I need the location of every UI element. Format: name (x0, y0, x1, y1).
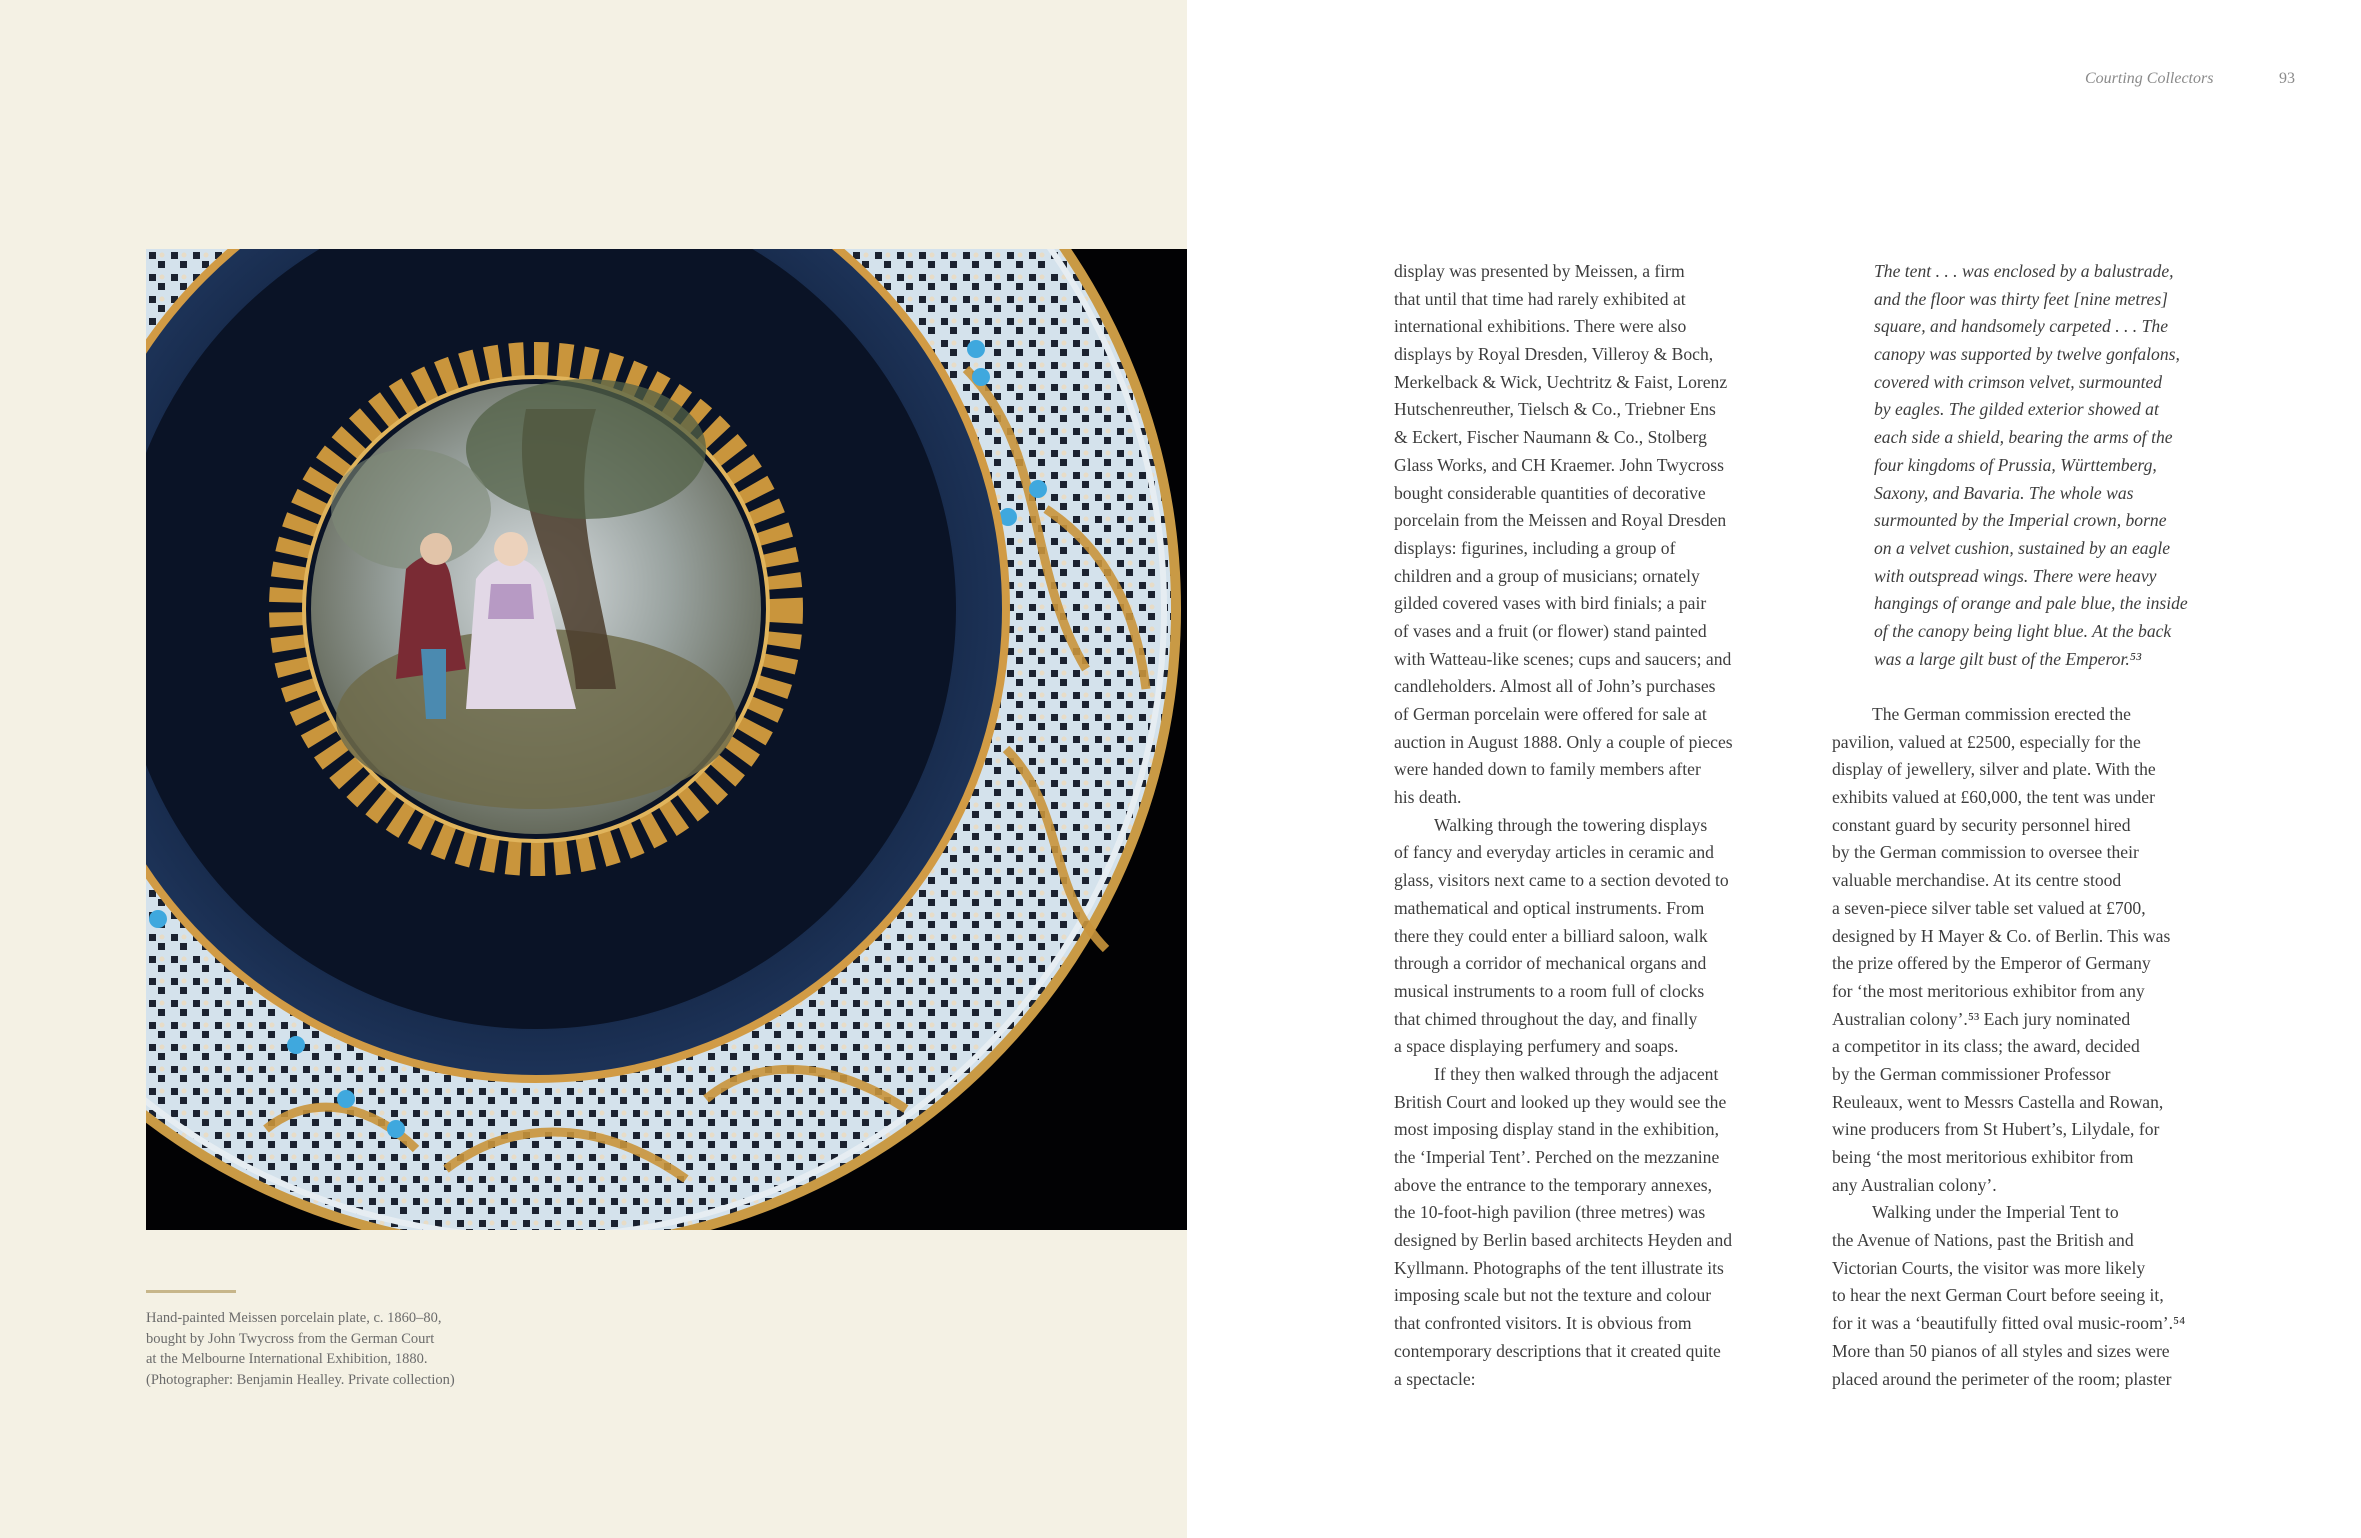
text-line: Kyllmann. Photographs of the tent illustrate its (1394, 1257, 1724, 1278)
quote-line: with outspread wings. There were heavy (1874, 565, 2157, 586)
quote-line: on a velvet cushion, sustained by an eagle (1874, 537, 2171, 558)
text-line: pavilion, valued at £2500, especially for the (1832, 731, 2141, 752)
text-line: international exhibitions. There were also (1394, 316, 1687, 337)
quote-line: and the floor was thirty feet [nine metres] (1874, 288, 2169, 309)
text-line: gilded covered vases with bird finials; a pair (1394, 593, 1707, 614)
quote-line: canopy was supported by twelve gonfalons, (1874, 344, 2180, 365)
text-line: constant guard by security personnel hired (1832, 814, 2131, 835)
text-line: any Australian colony’. (1832, 1174, 1997, 1195)
quote-line: four kingdoms of Prussia, Württemberg, (1874, 454, 2157, 475)
text-line: for it was a ‘beautifully fitted oval music-room’.⁵⁴ (1832, 1313, 2186, 1334)
caption-line: (Photographer: Benjamin Healley. Private collection) (146, 1371, 455, 1388)
text-line: mathematical and optical instruments. From (1394, 897, 1705, 918)
text-line: the Avenue of Nations, past the British and (1832, 1230, 2134, 1251)
text-line: the 10-foot-high pavilion (three metres) was (1394, 1202, 1706, 1223)
text-line: to hear the next German Court before seeing it, (1832, 1285, 2164, 1306)
text-line: a seven-piece silver table set valued at £700, (1832, 897, 2146, 918)
text-line: candleholders. Almost all of John’s purchases (1394, 676, 1716, 697)
text-line: British Court and looked up they would see the (1394, 1091, 1727, 1112)
text-line: porcelain from the Meissen and Royal Dresden (1394, 510, 1727, 531)
quote-line: Saxony, and Bavaria. The whole was (1874, 482, 2134, 503)
text-line: a competitor in its class; the award, decided (1832, 1036, 2140, 1057)
quote-line: surmounted by the Imperial crown, borne (1874, 510, 2167, 531)
text-line: glass, visitors next came to a section devoted to (1394, 870, 1729, 891)
text-line: with Watteau-like scenes; cups and saucers; and (1394, 648, 1732, 669)
text-line: were handed down to family members after (1394, 759, 1701, 780)
text-line: above the entrance to the temporary annexes, (1394, 1174, 1713, 1195)
caption-line: bought by John Twycross from the German Court (146, 1330, 435, 1347)
block-quote (1832, 258, 2232, 673)
text-line: the prize offered by the Emperor of Germany (1832, 953, 2151, 974)
text-line: designed by Berlin based architects Heyden and (1394, 1230, 1733, 1251)
text-line: placed around the perimeter of the room; plaster (1832, 1368, 2172, 1389)
photo-caption (146, 1308, 566, 1390)
quote-line: The tent . . . was enclosed by a balustrade, (1874, 261, 2174, 281)
text-line: a spectacle: (1394, 1368, 1476, 1389)
text-line: Walking through the towering displays (1434, 814, 1708, 835)
quote-line: square, and handsomely carpeted . . . The (1874, 316, 2168, 337)
caption-line: Hand-painted Meissen porcelain plate, c. 1860–80, (146, 1310, 442, 1326)
text-line: exhibits valued at £60,000, the tent was under (1832, 787, 2155, 808)
column-2-body (1832, 701, 2232, 1393)
text-line: musical instruments to a room full of clocks (1394, 980, 1705, 1001)
text-line: Reuleaux, went to Messrs Castella and Rowan, (1832, 1091, 2164, 1112)
text-line: More than 50 pianos of all styles and sizes were (1832, 1340, 2170, 1361)
quote-line: was a large gilt bust of the Emperor.⁵³ (1874, 648, 2142, 669)
quote-line: of the canopy being light blue. At the back (1874, 620, 2172, 641)
text-column-2 (1832, 258, 2232, 1393)
running-head: Courting Collectors (2085, 70, 2214, 87)
text-line: his death. (1394, 787, 1462, 808)
text-line: contemporary descriptions that it created quite (1394, 1340, 1721, 1361)
text-line: for ‘the most meritorious exhibitor from any (1832, 980, 2145, 1001)
text-line: by the German commission to oversee their (1832, 842, 2139, 863)
text-line: there they could enter a billiard saloon, walk (1394, 925, 1708, 946)
text-line: Walking under the Imperial Tent to (1872, 1202, 2119, 1223)
text-line: through a corridor of mechanical organs and (1394, 953, 1707, 974)
caption-rule (146, 1290, 236, 1293)
text-line: of German porcelain were offered for sale at (1394, 704, 1707, 724)
quote-line: by eagles. The gilded exterior showed at (1874, 399, 2159, 420)
quote-line: each side a shield, bearing the arms of the (1874, 427, 2173, 448)
text-line: Victorian Courts, the visitor was more likely (1832, 1257, 2146, 1278)
text-line: Australian colony’.⁵³ Each jury nominated (1832, 1008, 2131, 1029)
text-line: valuable merchandise. At its centre stood (1832, 870, 2122, 891)
quote-line: hangings of orange and pale blue, the inside (1874, 593, 2188, 614)
text-line: displays by Royal Dresden, Villeroy & Boch, (1394, 344, 1714, 365)
porcelain-plate-photo (146, 249, 1187, 1230)
text-line: auction in August 1888. Only a couple of pieces (1394, 731, 1733, 752)
quote-line: covered with crimson velvet, surmounted (1874, 371, 2163, 392)
paragraph-gap (1832, 673, 2232, 701)
text-line: If they then walked through the adjacent (1434, 1063, 1719, 1084)
text-line: that chimed throughout the day, and finally (1394, 1008, 1698, 1029)
text-line: a space displaying perfumery and soaps. (1394, 1036, 1679, 1057)
text-line: designed by H Mayer & Co. of Berlin. This was (1832, 925, 2171, 946)
text-line: Merkelback & Wick, Uechtritz & Faist, Lorenz (1394, 371, 1728, 392)
text-line: display was presented by Meissen, a firm (1394, 261, 1685, 281)
text-line: & Eckert, Fischer Naumann & Co., Stolberg (1394, 427, 1707, 448)
text-line: children and a group of musicians; ornately (1394, 565, 1700, 586)
text-line: display of jewellery, silver and plate. With the (1832, 759, 2156, 780)
page-number: 93 (2279, 70, 2295, 87)
text-line: Hutschenreuther, Tielsch & Co., Triebner Ens (1394, 399, 1716, 420)
text-line: Glass Works, and CH Kraemer. John Twycross (1394, 454, 1724, 475)
text-column-1 (1394, 258, 1784, 1393)
text-line: by the German commissioner Professor (1832, 1063, 2111, 1084)
text-line: displays: figurines, including a group of (1394, 537, 1676, 558)
text-line: that confronted visitors. It is obvious from (1394, 1313, 1692, 1334)
text-line: wine producers from St Hubert’s, Lilydale, for (1832, 1119, 2160, 1140)
text-line: of fancy and everyday articles in ceramic and (1394, 842, 1714, 863)
text-line: that until that time had rarely exhibited at (1394, 288, 1686, 309)
text-line: imposing scale but not the texture and colour (1394, 1285, 1712, 1306)
text-line: of vases and a fruit (or flower) stand painted (1394, 620, 1707, 641)
text-line: The German commission erected the (1872, 704, 2131, 724)
text-line: bought considerable quantities of decorative (1394, 482, 1706, 503)
caption-line: at the Melbourne International Exhibition, 1880. (146, 1351, 428, 1367)
text-line: being ‘the most meritorious exhibitor from (1832, 1147, 2134, 1167)
text-line: most imposing display stand in the exhibition, (1394, 1119, 1719, 1140)
text-line: the ‘Imperial Tent’. Perched on the mezzanine (1394, 1147, 1720, 1167)
